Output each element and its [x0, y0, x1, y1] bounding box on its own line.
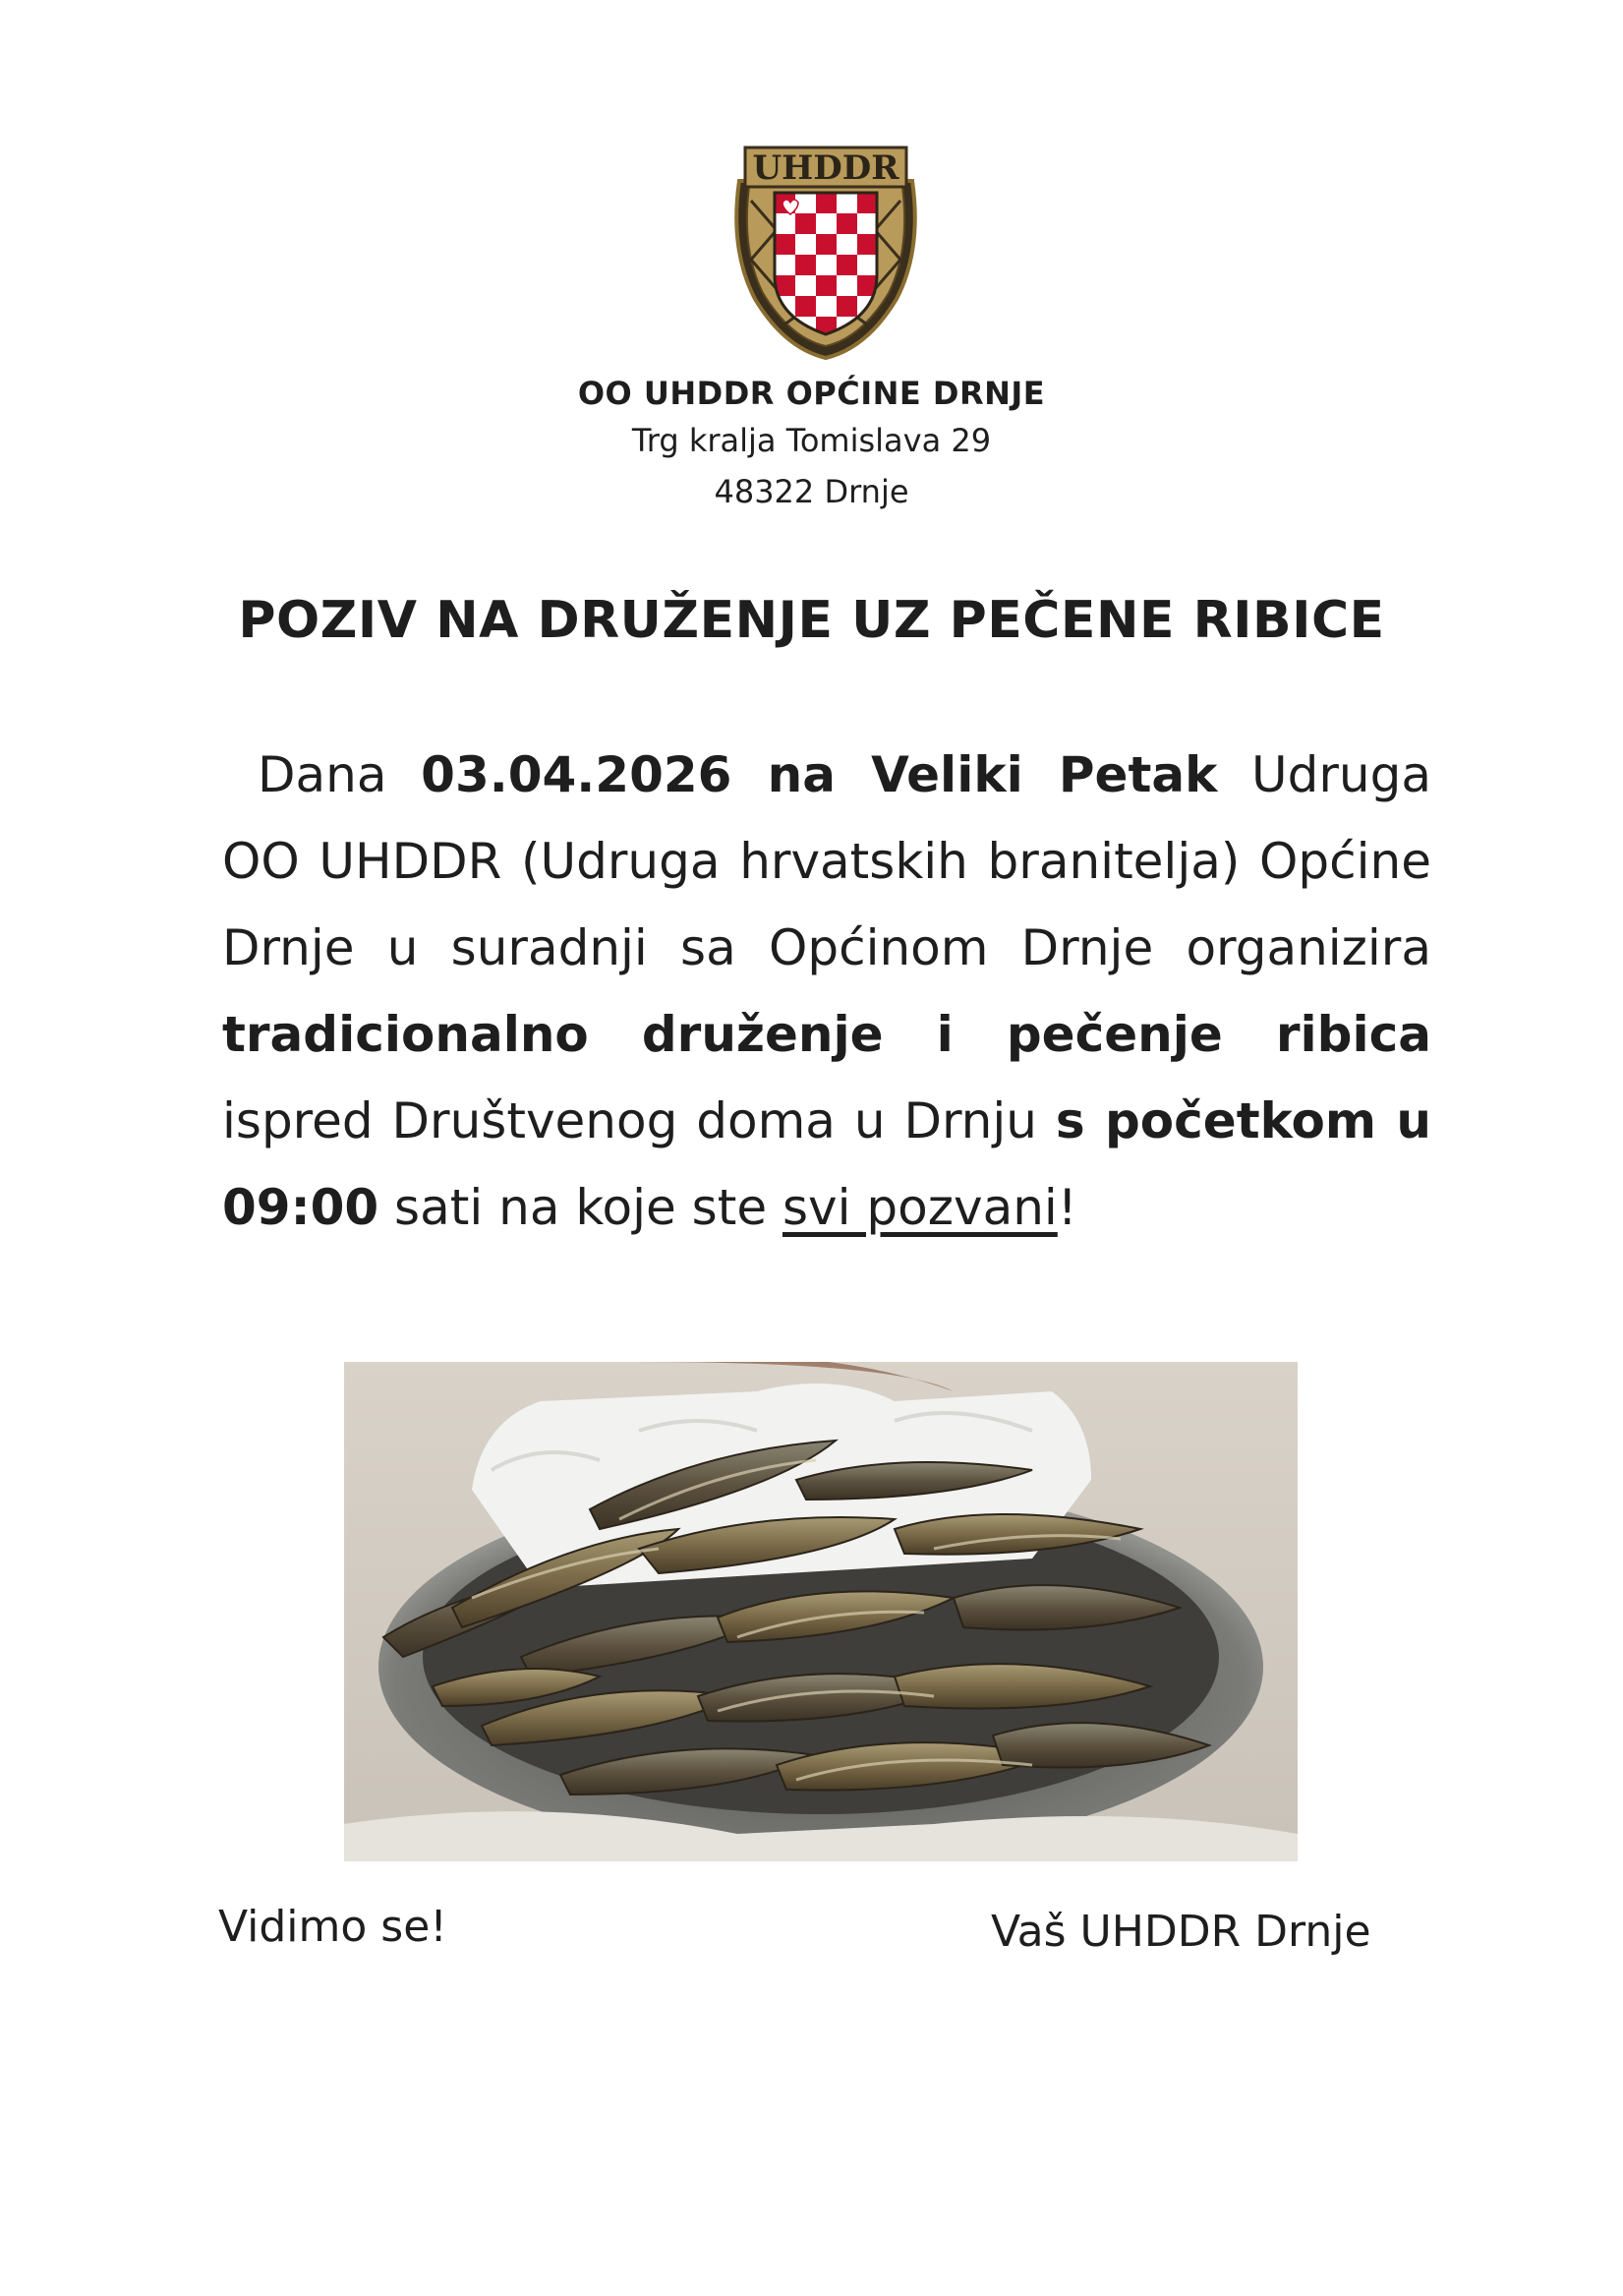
page-title: POZIV NA DRUŽENJE UZ PEČENE RIBICE	[238, 591, 1385, 650]
invitation-body	[222, 732, 1431, 1251]
logo-banner-text: UHDDR	[752, 148, 899, 188]
body-invite: svi pozvani	[782, 1179, 1058, 1236]
body-intro: Dana	[258, 746, 422, 803]
body-event-name: tradicionalno druženje i pečenje ribica	[222, 1006, 1431, 1063]
body-ending: !	[1057, 1179, 1077, 1236]
organization-city: 48322 Drnje	[714, 473, 909, 510]
body-time: s početkom u 09:00	[222, 1092, 1432, 1236]
uhddr-logo	[725, 142, 926, 362]
signature: Vaš UHDDR Drnje	[991, 1907, 1371, 1957]
fried-fish-photo	[344, 1362, 1298, 1861]
body-part4: sati na koje ste	[378, 1179, 783, 1236]
body-date-event: 03.04.2026 na Veliki Petak	[421, 746, 1218, 803]
organization-street: Trg kralja Tomislava 29	[631, 422, 992, 459]
organization-header	[0, 372, 1623, 517]
organization-name: OO UHDDR OPĆINE DRNJE	[577, 375, 1046, 412]
body-part2: Udruga OO UHDDR (Udruga hrvatskih branitelja) Općine Drnje u suradnji sa Općinom Drnje organizira	[222, 746, 1431, 976]
body-part3: ispred Društvenog doma u Drnju	[222, 1092, 1056, 1149]
closing-greeting: Vidimo se!	[218, 1902, 447, 1952]
